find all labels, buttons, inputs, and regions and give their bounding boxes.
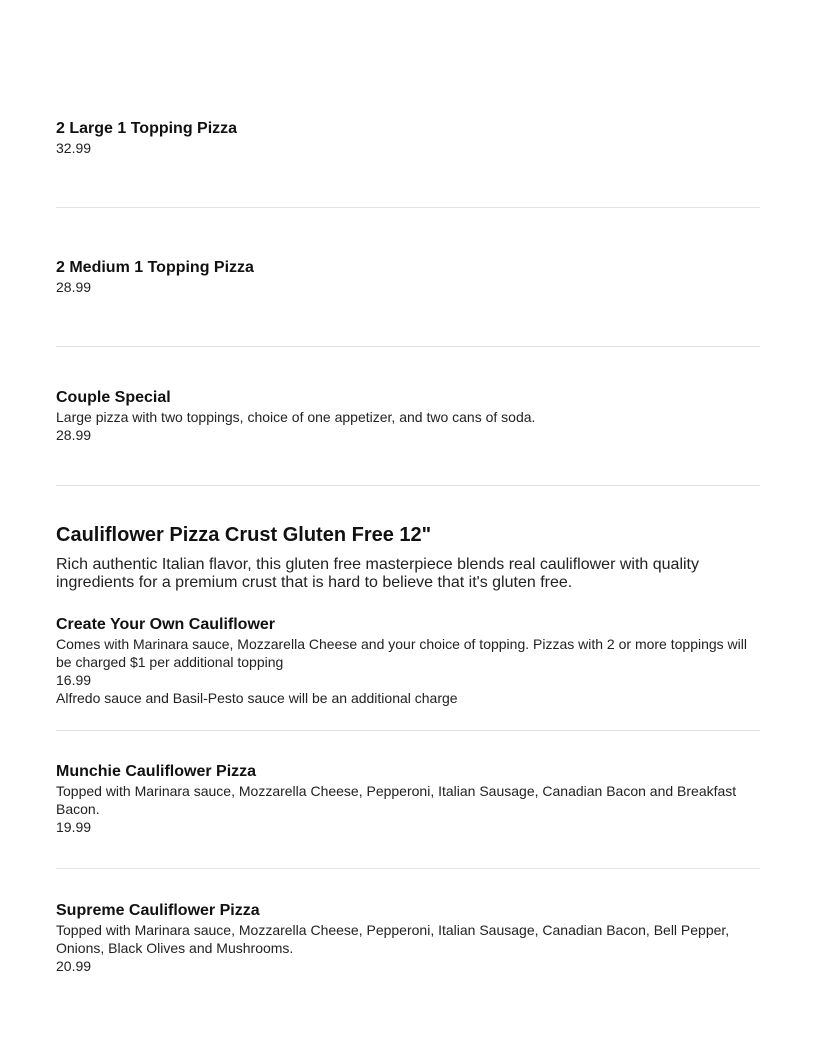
menu-item-name: 2 Medium 1 Topping Pizza xyxy=(56,259,254,276)
section-description: Rich authentic Italian flavor, this gluten free masterpiece blends real cauliflower with quality ingredients for a premium crust that is hard to believe that it's gluten free. xyxy=(56,556,699,591)
menu-item-price: 20.99 xyxy=(56,958,92,974)
divider xyxy=(56,485,760,486)
menu-item-name: Supreme Cauliflower Pizza xyxy=(56,902,260,919)
menu-item-note: Alfredo sauce and Basil-Pesto sauce will be an additional charge xyxy=(56,690,458,706)
divider xyxy=(56,868,760,869)
section-title: Cauliflower Pizza Crust Gluten Free 12" xyxy=(56,524,432,546)
menu-item[interactable] xyxy=(56,388,760,444)
menu-item[interactable] xyxy=(56,762,760,836)
menu-item-description: Large pizza with two toppings, choice of one appetizer, and two cans of soda. xyxy=(56,409,536,425)
divider xyxy=(56,730,760,731)
menu-item-description: Comes with Marinara sauce, Mozzarella Cheese and your choice of topping. Pizzas with 2 or more toppings will be charged $1 per additional topping xyxy=(56,636,747,670)
menu-item-description: Topped with Marinara sauce, Mozzarella Cheese, Pepperoni, Italian Sausage, Canadian Bacon and Breakfast Bacon. xyxy=(56,783,737,817)
menu-item[interactable] xyxy=(56,119,760,157)
menu-item-price: 28.99 xyxy=(56,279,92,295)
menu-item-description: Topped with Marinara sauce, Mozzarella Cheese, Pepperoni, Italian Sausage, Canadian Bacon, Bell Pepper, Onions, Black Olives and Mushrooms. xyxy=(56,922,730,956)
menu-item-name: 2 Large 1 Topping Pizza xyxy=(56,120,238,137)
divider xyxy=(56,346,760,347)
menu-item-name: Couple Special xyxy=(56,389,171,406)
menu-item[interactable] xyxy=(56,901,760,975)
menu-item-price: 19.99 xyxy=(56,819,92,835)
menu-item[interactable] xyxy=(56,258,760,296)
menu-item-name: Create Your Own Cauliflower xyxy=(56,616,276,633)
menu-item[interactable] xyxy=(56,615,760,707)
divider xyxy=(56,207,760,208)
menu-item-price: 28.99 xyxy=(56,427,92,443)
menu-item-price: 16.99 xyxy=(56,672,92,688)
menu-item-name: Munchie Cauliflower Pizza xyxy=(56,763,257,780)
menu-item-price: 32.99 xyxy=(56,140,92,156)
